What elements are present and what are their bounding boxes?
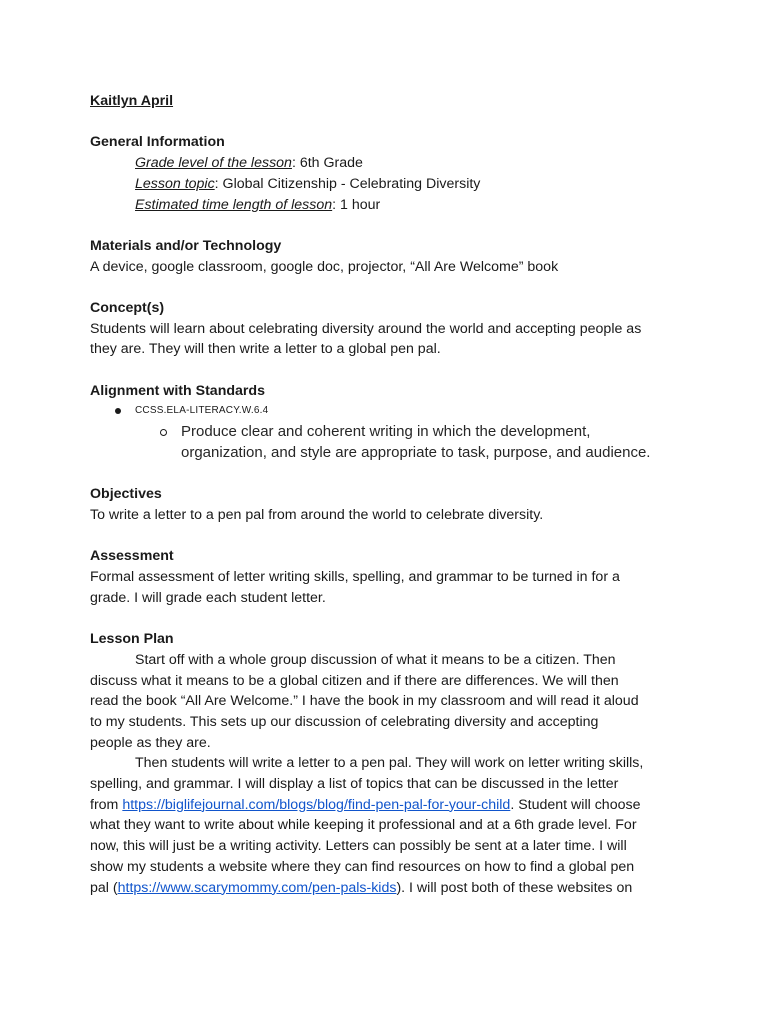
standard-description-line: Produce clear and coherent writing in which the development, bbox=[181, 423, 591, 441]
scarymommy-link[interactable]: https://www.scarymommy.com/pen-pals-kids bbox=[117, 879, 397, 896]
assessment-text-line: grade. I will grade each student letter. bbox=[90, 589, 326, 606]
lesson-topic-line bbox=[90, 174, 690, 195]
concepts-text-line: they are. They will then write a letter to a global pen pal. bbox=[90, 341, 441, 358]
time-length-line bbox=[90, 195, 690, 216]
lesson-plan-p2-line bbox=[90, 795, 690, 816]
document-body bbox=[90, 91, 690, 898]
concepts-text-line: Students will learn about celebrating diversity around the world and accepting people as bbox=[90, 320, 642, 337]
text-segment: . Student will choose bbox=[510, 796, 641, 813]
bullet-dot-icon bbox=[115, 408, 121, 414]
lesson-plan-p2-line: now, this will just be a writing activity. Letters can possibly be sent at a later time. I will bbox=[90, 838, 627, 855]
standards-sub-item bbox=[90, 422, 690, 463]
standards-heading: Alignment with Standards bbox=[90, 382, 265, 399]
standard-description-line: organization, and style are appropriate to task, purpose, and audience. bbox=[181, 443, 651, 461]
assessment-heading: Assessment bbox=[90, 548, 174, 565]
lesson-plan-p1-line: Start off with a whole group discussion of what it means to be a citizen. Then bbox=[135, 651, 616, 668]
lesson-topic-value: : Global Citizenship - Celebrating Diversity bbox=[214, 175, 481, 192]
standard-code: CCSS.ELA-LITERACY.W.6.4 bbox=[135, 405, 269, 417]
general-info-heading: General Information bbox=[90, 134, 225, 151]
lesson-topic-label: Lesson topic bbox=[135, 175, 215, 192]
time-length-value: : 1 hour bbox=[332, 196, 381, 213]
lesson-plan-p1-line: people as they are. bbox=[90, 734, 211, 751]
author-name: Kaitlyn April bbox=[90, 93, 174, 109]
grade-level-label: Grade level of the lesson bbox=[135, 155, 292, 172]
grade-level-line bbox=[90, 153, 690, 174]
materials-heading: Materials and/or Technology bbox=[90, 237, 282, 254]
text-segment: ). I will post both of these websites on bbox=[396, 879, 633, 896]
standards-bullet-item bbox=[90, 401, 690, 422]
lesson-plan-heading: Lesson Plan bbox=[90, 631, 174, 648]
lesson-plan-p2-line: show my students a website where they can find resources on how to find a global pen bbox=[90, 858, 635, 875]
lesson-plan-p2-line: what they want to write about while keeping it professional and at a 6th grade level. For bbox=[90, 817, 637, 834]
lesson-plan-p1-line: read the book “All Are Welcome.” I have the book in my classroom and will read it aloud bbox=[90, 693, 639, 710]
lesson-plan-p2-line bbox=[90, 878, 690, 899]
time-length-label: Estimated time length of lesson bbox=[135, 196, 333, 213]
lesson-plan-p1-line: to my students. This sets up our discussion of celebrating diversity and accepting bbox=[90, 713, 599, 730]
lesson-plan-p2-line: spelling, and grammar. I will display a list of topics that can be discussed in the letter bbox=[90, 776, 619, 793]
text-segment: from bbox=[90, 796, 123, 813]
text-segment: pal ( bbox=[90, 879, 118, 896]
assessment-text-line: Formal assessment of letter writing skills, spelling, and grammar to be turned in for a bbox=[90, 569, 620, 586]
grade-level-value: : 6th Grade bbox=[291, 155, 363, 172]
objectives-text: To write a letter to a pen pal from around the world to celebrate diversity. bbox=[90, 506, 544, 523]
biglifejournal-link[interactable]: https://biglifejournal.com/blogs/blog/find-pen-pal-for-your-child bbox=[122, 796, 511, 813]
concepts-heading: Concept(s) bbox=[90, 299, 165, 316]
materials-text: A device, google classroom, google doc, projector, “All Are Welcome” book bbox=[90, 258, 559, 275]
objectives-heading: Objectives bbox=[90, 486, 162, 503]
lesson-plan-p2-line: Then students will write a letter to a pen pal. They will work on letter writing skills, bbox=[135, 755, 644, 772]
lesson-plan-p1-line: discuss what it means to be a global citizen and if there are differences. We will then bbox=[90, 672, 619, 689]
